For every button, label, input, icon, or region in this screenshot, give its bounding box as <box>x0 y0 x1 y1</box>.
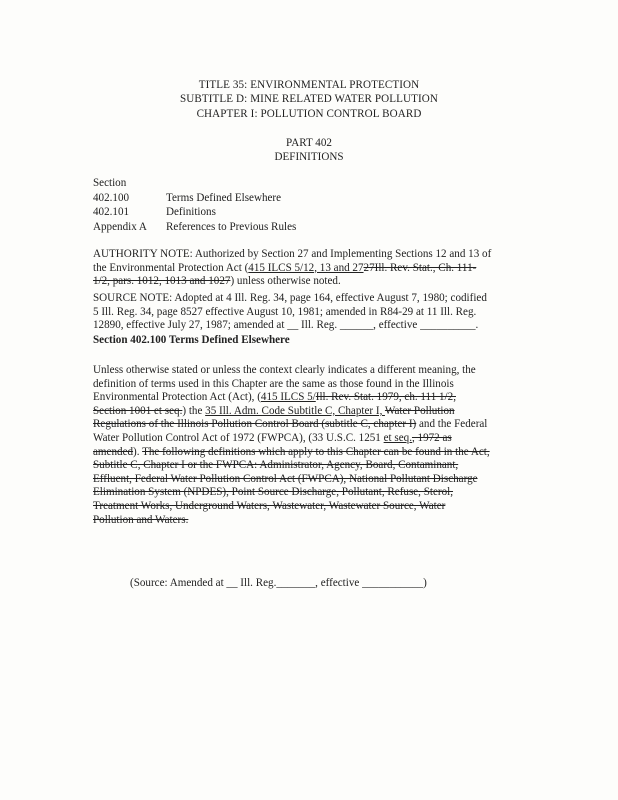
deleted-text: Regulations of the Illinois Pollution Control Board (subtitle C, chapter I) <box>93 418 417 431</box>
deleted-text: Effluent, Federal Water Pollution Control Act (FWPCA), National Pollutant Discharge <box>93 472 478 485</box>
toc-title: Definitions <box>166 206 216 219</box>
deleted-text: 27Ill. Rev. Stat., Ch. 111- <box>363 261 477 274</box>
inserted-text: et seq. <box>383 431 412 444</box>
text-run: and the Federal <box>416 418 488 431</box>
deleted-text: amended <box>93 445 134 458</box>
text-line <box>93 418 533 432</box>
text-line <box>93 391 533 405</box>
part-number: PART 402 <box>286 137 332 149</box>
toc-title: Terms Defined Elsewhere <box>166 191 282 204</box>
text-line <box>93 405 533 419</box>
subtitle-line: SUBTITLE D: MINE RELATED WATER POLLUTION <box>180 93 438 106</box>
inserted-text: 415 ILCS 5/12, 13 and 27 <box>248 261 364 274</box>
text-run: Environmental Protection Act (Act), ( <box>93 391 261 404</box>
deleted-text: Water Pollution <box>384 404 455 417</box>
toc-code: 402.101 <box>93 206 130 219</box>
table-of-contents <box>93 176 296 234</box>
text-run: definition of terms used in this Chapter are the same as those found in the Illinois <box>93 377 454 390</box>
text-line <box>93 500 533 514</box>
toc-code: Appendix A <box>93 220 147 233</box>
part-heading <box>0 136 618 165</box>
toc-row <box>93 220 296 235</box>
text-run: ) unless otherwise noted. <box>230 275 341 288</box>
text-run: AUTHORITY NOTE: Authorized by Section 27 and Implementing Sections 12 and 13 of <box>93 248 492 260</box>
text-line: 5 Ill. Reg. 34, page 8527 effective August 10, 1981; amended in R84-29 at 11 Ill. Reg. <box>93 305 477 318</box>
text-run: ) the <box>182 404 206 417</box>
document-header <box>0 78 618 121</box>
chapter-line: CHAPTER I: POLLUTION CONTROL BOARD <box>196 107 422 120</box>
deleted-text: , 1972 as <box>411 431 452 444</box>
text-line <box>93 248 533 262</box>
toc-row <box>93 205 296 220</box>
section-heading: Section 402.100 Terms Defined Elsewhere <box>93 334 290 346</box>
text-line <box>93 446 533 460</box>
text-line <box>93 364 533 378</box>
section-body <box>93 364 533 527</box>
toc-title: References to Previous Rules <box>166 220 297 233</box>
text-line <box>93 432 533 446</box>
source-footer: (Source: Amended at __ Ill. Reg._______, effective ___________) <box>130 577 427 589</box>
deleted-text: Elimination System (NPDES), Point Source Discharge, Pollutant, Refuse, Sterol, <box>93 486 454 499</box>
inserted-text: 415 ILCS 5/ <box>260 391 316 404</box>
text-run: Unless otherwise stated or unless the context clearly indicates a different meaning, the <box>93 364 476 376</box>
text-line: 12890, effective July 27, 1987; amended at __ Ill. Reg. ______, effective __________. <box>93 319 479 332</box>
source-note <box>93 292 533 333</box>
text-run: ). <box>133 445 143 458</box>
text-line: SOURCE NOTE: Adopted at 4 Ill. Reg. 34, page 164, effective August 7, 1980; codified <box>93 292 487 304</box>
deleted-text: 1/2, pars. 1012, 1013 and 1027 <box>93 275 231 288</box>
deleted-text: Treatment Works, Underground Waters, Wastewater, Wastewater Source, Water <box>93 499 446 512</box>
text-line <box>93 473 533 487</box>
deleted-text: The following definitions which apply to this Chapter can be found in the Act, <box>142 445 490 458</box>
authority-note <box>93 248 533 289</box>
text-line <box>93 514 533 528</box>
toc-heading: Section <box>93 177 127 189</box>
text-line <box>93 378 533 392</box>
title-line: TITLE 35: ENVIRONMENTAL PROTECTION <box>198 79 420 91</box>
deleted-text: Pollution and Waters. <box>93 513 189 526</box>
text-line <box>93 486 533 500</box>
deleted-text: Subtitle C, Chapter I or the FWPCA: Administrator, Agency, Board, Contaminant, <box>93 459 459 472</box>
part-name: DEFINITIONS <box>274 151 344 164</box>
toc-code: 402.100 <box>93 191 130 204</box>
text-run: the Environmental Protection Act ( <box>93 261 249 274</box>
text-run: Water Pollution Control Act of 1972 (FWPCA), (33 U.S.C. 1251 <box>93 431 384 444</box>
text-line <box>93 275 533 289</box>
toc-row <box>93 191 296 206</box>
text-line <box>93 459 533 473</box>
deleted-text: Ill. Rev. Stat. 1979, ch. 111 1/2, <box>315 391 456 404</box>
inserted-text: 35 Ill. Adm. Code Subtitle C, Chapter I, <box>205 404 385 417</box>
text-line <box>93 262 533 276</box>
deleted-text: Section 1001 et seq. <box>93 404 183 417</box>
